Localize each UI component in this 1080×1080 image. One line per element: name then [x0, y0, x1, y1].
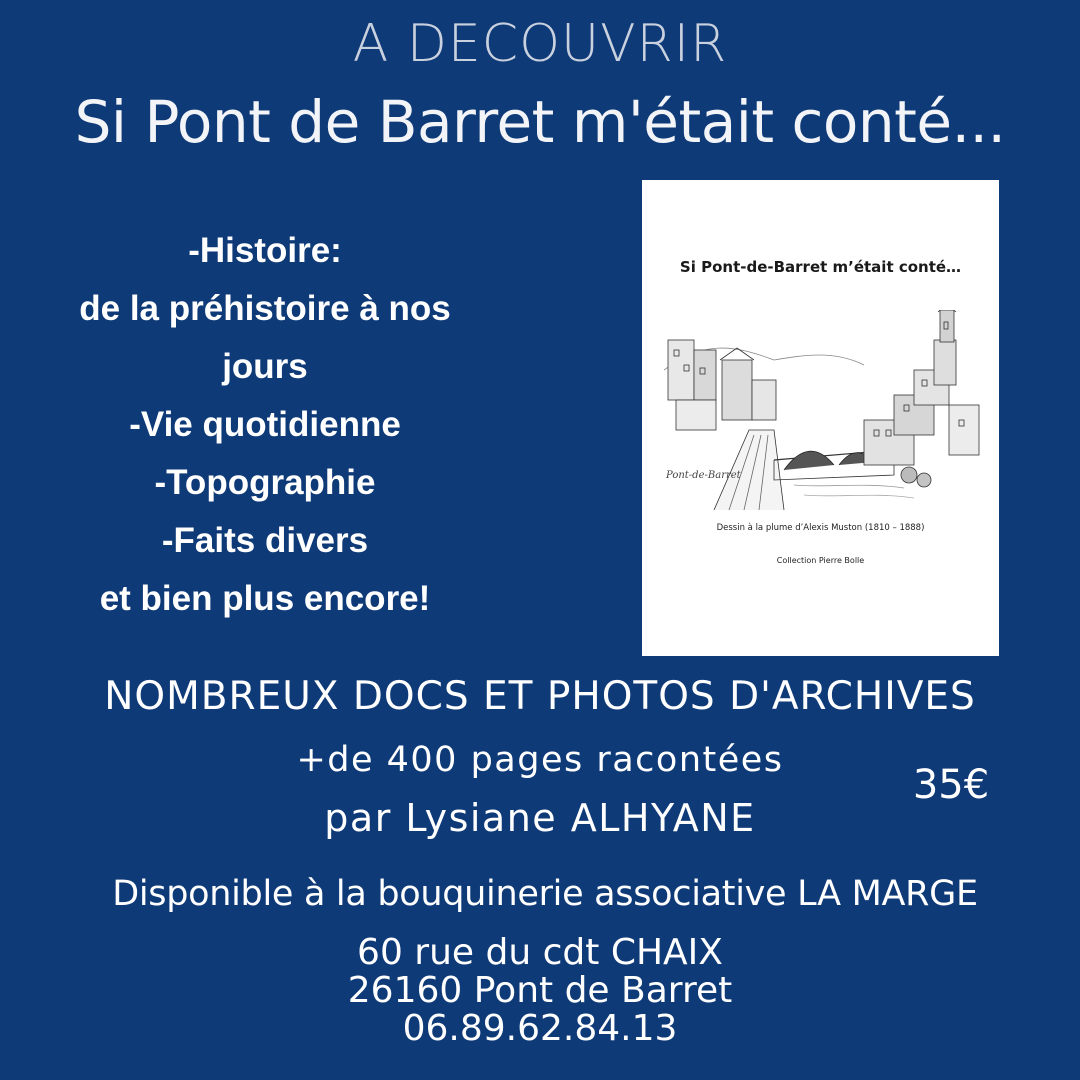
book-cover-caption: Dessin à la plume d’Alexis Muston (1810 – 1888): [716, 523, 925, 533]
topic-item: de la préhistoire à nos: [79, 289, 451, 328]
book-cover: [642, 180, 999, 656]
book-cover-collection: Collection Pierre Bolle: [776, 556, 865, 565]
book-cover-title: Si Pont-de-Barret m’était conté…: [679, 258, 962, 276]
topics-list: [20, 222, 510, 628]
topic-item: jours: [222, 347, 308, 386]
address-block: [0, 934, 1080, 1048]
topic-item: -Faits divers: [161, 521, 369, 560]
village-drawing: [664, 310, 984, 520]
address-city: 26160 Pont de Barret: [347, 970, 733, 1011]
topic-item: -Topographie: [154, 463, 376, 502]
address-street: 60 rue du cdt CHAIX: [357, 932, 723, 973]
topic-item: et bien plus encore!: [99, 579, 431, 618]
price-label: 35€: [912, 762, 990, 808]
page-title: Si Pont de Barret m'était conté...: [74, 88, 1006, 156]
drawing-inscription: Pont-de-Barret: [666, 470, 741, 481]
header-kicker: A DECOUVRIR: [352, 14, 728, 74]
topic-item: -Vie quotidienne: [129, 405, 401, 444]
phone-number: 06.89.62.84.13: [402, 1008, 678, 1049]
topic-item: -Histoire:: [188, 231, 342, 270]
author-text: par Lysiane ALHYANE: [324, 796, 756, 840]
availability-text: Disponible à la bouquinerie associative LA MARGE: [112, 874, 978, 914]
docs-heading: NOMBREUX DOCS ET PHOTOS D'ARCHIVES: [104, 674, 976, 719]
page-count-text: +de 400 pages racontées: [296, 740, 784, 780]
